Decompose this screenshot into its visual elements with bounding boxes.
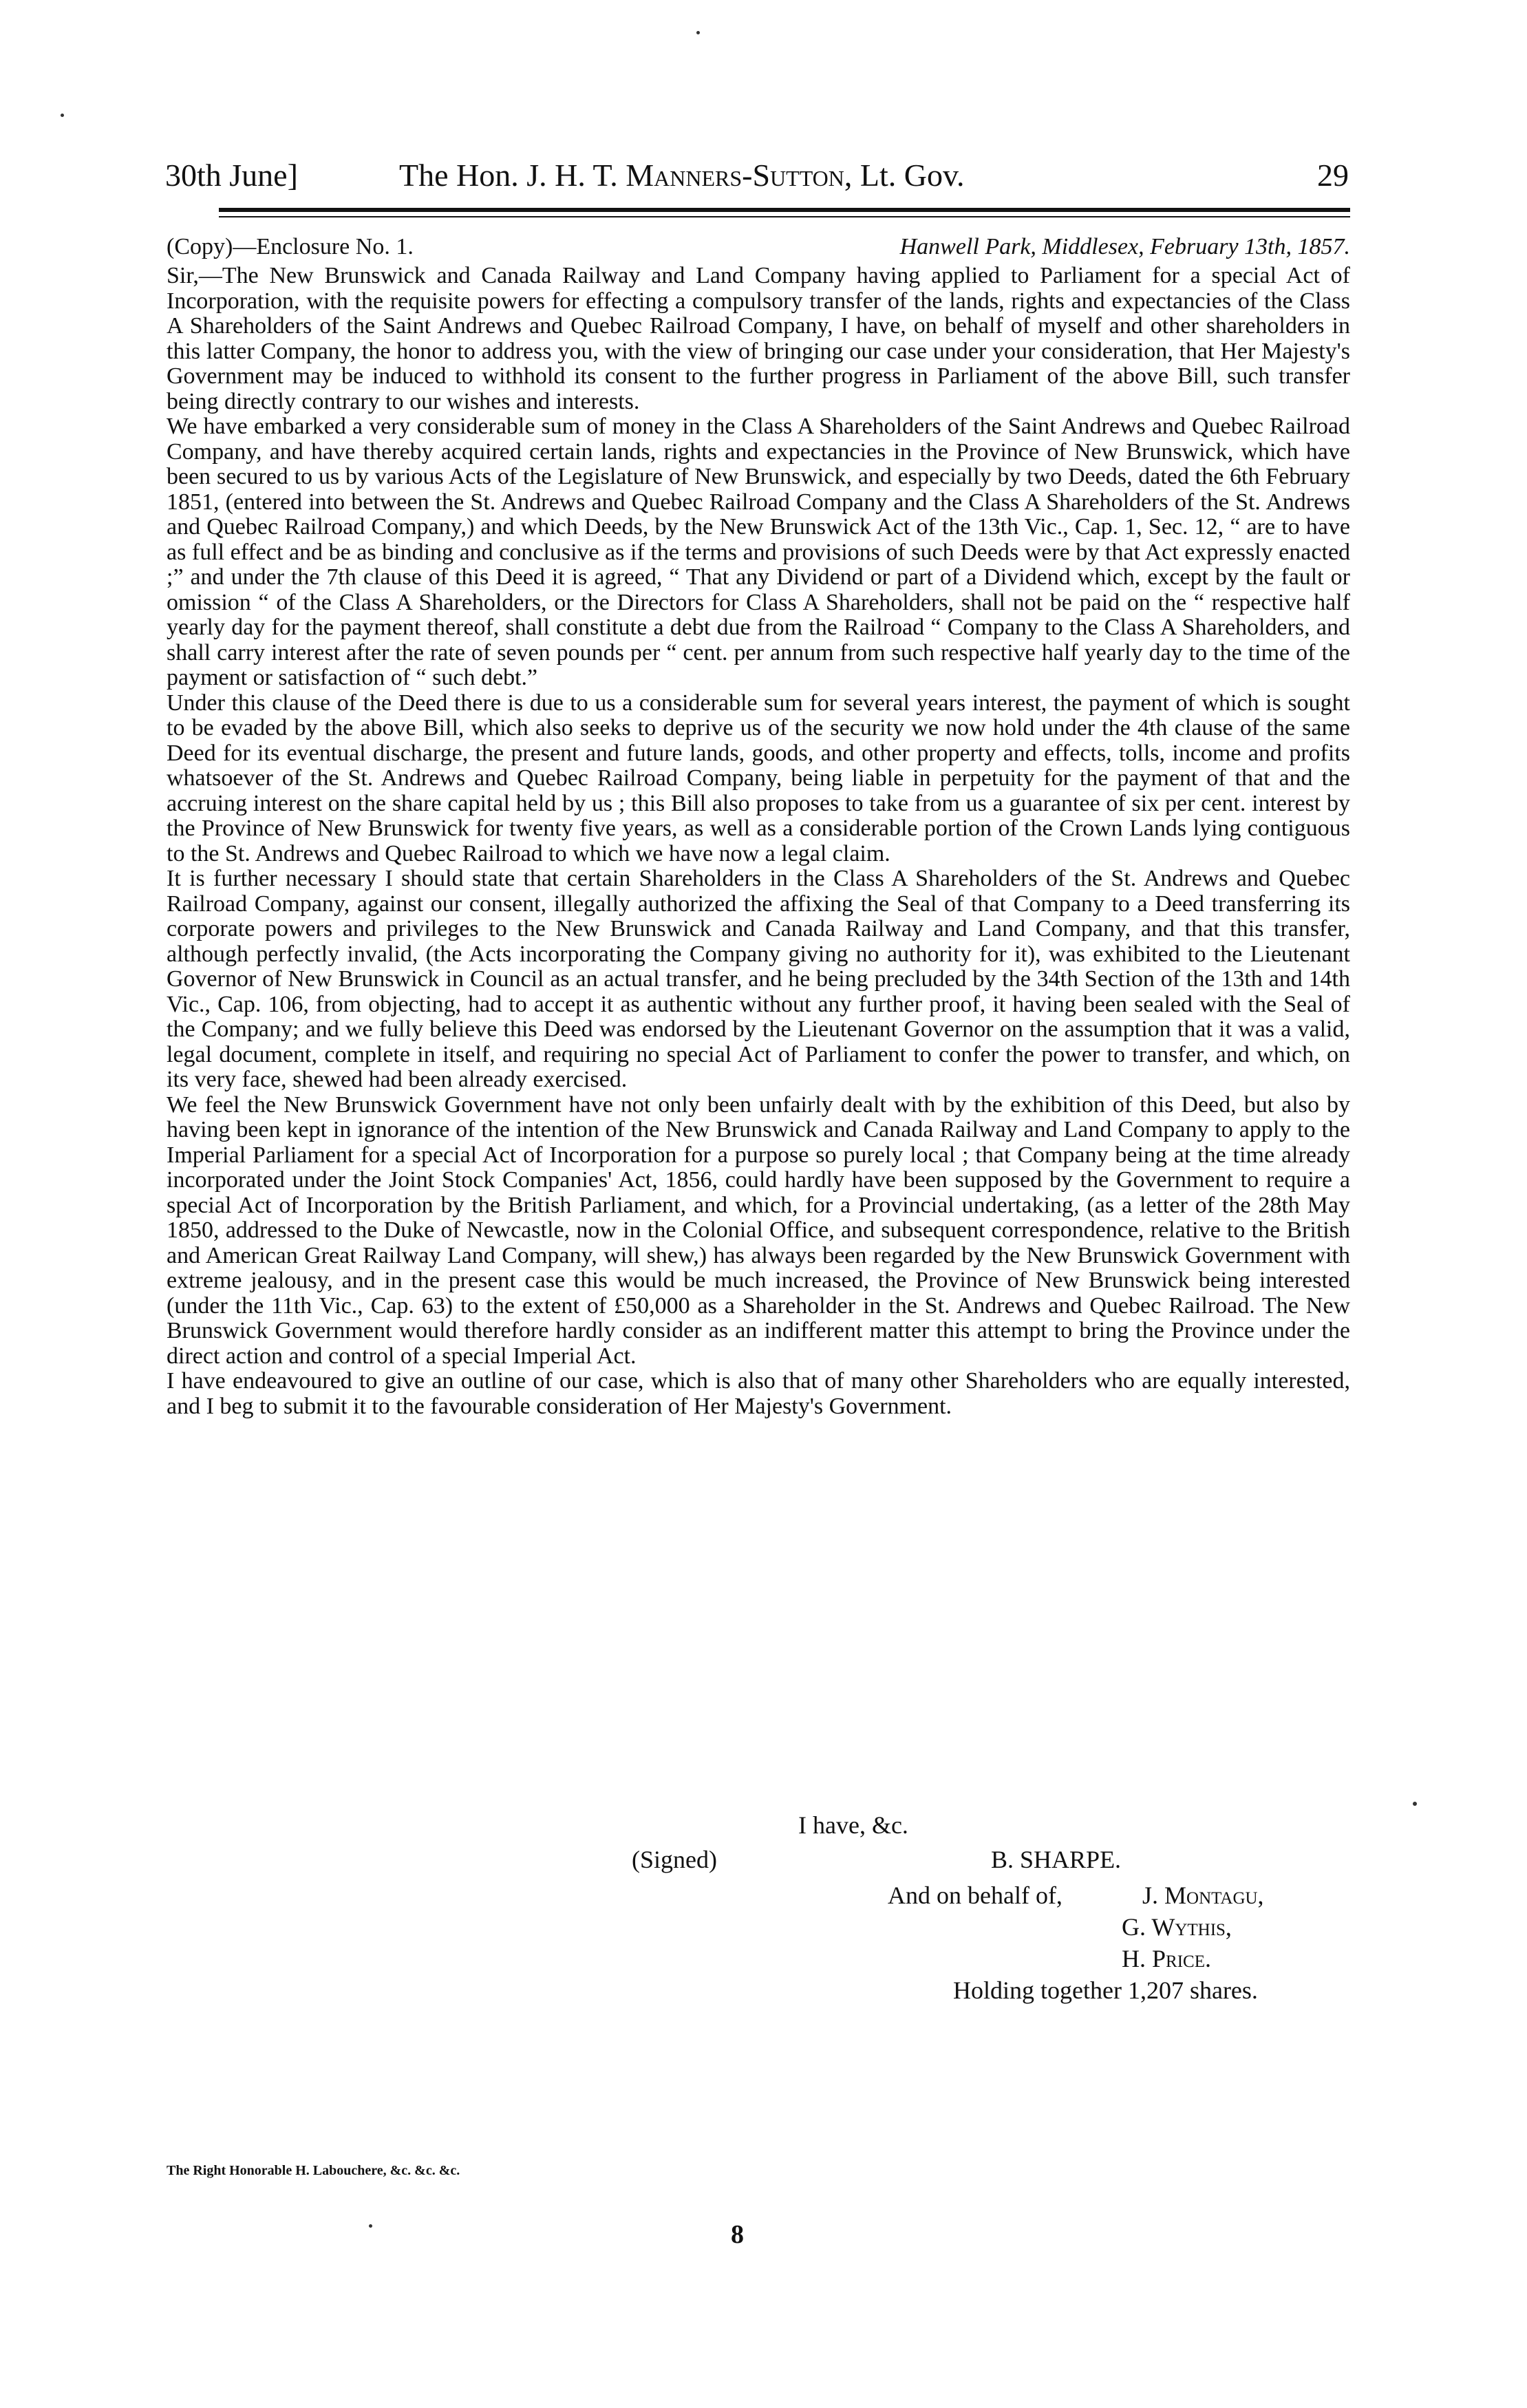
- paragraph-3: Under this clause of the Deed there is due to us a considerable sum for several years interest, the payment of which is sought to be evaded by the above Bill, which also seeks to deprive us of the security we now hold under the 4th clause of the same Deed for its eventual discharge, the present and future lands, goods, and other property and effects, tolls, income and profits whatsoever of the St. Andrews and Quebec Railroad Company, being liable in perpetuity for the payment of that and the accruing interest on the share capital held by us ; this Bill also proposes to take from us a guarantee of six per cent. interest by the Province of New Brunswick for twenty five years, as well as a considerable portion of the Crown Lands lying contiguous to the St. Andrews and Quebec Railroad to which we have now a legal claim.: [167, 690, 1350, 866]
- letter-body: [167, 264, 1350, 1419]
- paragraph-4: It is further necessary I should state that certain Shareholders in the Class A Shareholders of the St. Andrews and Quebec Railroad Company, against our consent, illegally authorized the affixing the Seal of that Company to a Deed transferring its corporate powers and privileges to the New Brunswick and Canada Railway and Land Company, and that this transfer, although perfectly invalid, (the Acts incorporating the Company giving no authority for it), was exhibited to the Lieutenant Governor of New Brunswick in Council as an actual transfer, and he being precluded by the 34th Section of the 13th and 14th Vic., Cap. 106, from objecting, had to accept it as authentic without any further proof, it having been sealed with the Seal of the Company; and we fully believe this Deed was endorsed by the Lieutenant Governor on the assumption that it was a valid, legal document, complete in itself, and requiring no special Act of Parliament to confer the power to transfer, and which, on its very face, shewed had been already exercised.: [167, 866, 1350, 1092]
- header-date: 30th June]: [165, 158, 298, 193]
- footer-page-number: 8: [731, 2220, 744, 2249]
- header-title-prefix: The Hon. J. H. T.: [399, 158, 626, 193]
- header-title: [399, 155, 965, 196]
- header-rule-thin: [219, 216, 1350, 217]
- closing-other-3: H. Price.: [1122, 1945, 1211, 1972]
- enclosure-label: (Copy)—Enclosure No. 1.: [167, 234, 414, 259]
- speck-mark: [61, 114, 64, 117]
- speck-mark: [1413, 1802, 1417, 1806]
- closing-signed: (Signed): [632, 1846, 717, 1873]
- closing-other-2: G. Wythis,: [1122, 1913, 1232, 1941]
- header-page-number: 29: [1317, 158, 1349, 193]
- paragraph-5: We feel the New Brunswick Government have not only been unfairly dealt with by the exhibition of this Deed, but also by having been kept in ignorance of the intention of the New Brunswick and Canada Railway and Land Company to apply to the Imperial Parliament for a special Act of Incorporation for a purpose so purely local ; that Company being at the time already incorporated under the Joint Stock Companies' Act, 1856, could hardly have been supposed by the Government to require a special Act of Incorporation by the British Parliament, and which, for a Provincial undertaking, (as a letter of the 28th May 1850, addressed to the Duke of Newcastle, now in the Colonial Office, and subsequent correspondence, relative to the British and American Great Railway Land Company, will shew,) has always been regarded by the New Brunswick Government with extreme jealousy, and in the present case this would be much increased, the Province of New Brunswick being interested (under the 11th Vic., Cap. 63) to the extent of £50,000 as a Shareholder in the St. Andrews and Quebec Railroad. The New Brunswick Government would therefore hardly consider as an indifferent matter this attempt to bring the Province under the direct action and control of a special Imperial Act.: [167, 1091, 1350, 1369]
- speck-mark: [369, 2224, 372, 2228]
- paragraph-2: We have embarked a very considerable sum of money in the Class A Shareholders of the Saint Andrews and Quebec Railroad Company, and have thereby acquired certain lands, rights and expectancies in the Province of New Brunswick, which have been secured to us by various Acts of the Legislature of New Brunswick, and especially by two Deeds, dated the 6th February 1851, (entered into between the St. Andrews and Quebec Railroad Company and the Class A Shareholders of the St. Andrews and Quebec Railroad Company,) and which Deeds, by the New Brunswick Act of the 13th Vic., Cap. 1, Sec. 12, “ are to have as full effect and be as binding and conclusive as if the terms and provisions of such Deeds were by that Act expressly enacted ;” and under the 7th clause of this Deed it is agreed, “ That any Dividend or part of a Dividend which, except by the fault or omission “ of the Class A Shareholders, or the Directors for Class A Shareholders, shall not be paid on the “ respective half yearly day for the payment thereof, shall constitute a debt due from the Railroad “ Company to the Class A Shareholders, and shall carry interest after the rate of seven pounds per “ cent. per annum from such respective half yearly day to the time of the payment or satisfaction of “ such debt.”: [167, 414, 1350, 690]
- closing-other-1: J. Montagu,: [1142, 1882, 1264, 1909]
- speck-mark: [696, 31, 700, 34]
- closing-i-have: I have, &c.: [798, 1811, 908, 1839]
- header-rule-thick: [219, 208, 1350, 212]
- header-title-suffix: , Lt. Gov.: [844, 158, 965, 193]
- addressee-line: The Right Honorable H. Labouchere, &c. &c. &c.: [167, 2163, 460, 2178]
- header-title-name: Manners-Sutton: [626, 158, 844, 193]
- running-header: [165, 155, 1349, 196]
- enclosure-place-date: Hanwell Park, Middlesex, February 13th, 1857.: [899, 234, 1350, 259]
- paragraph-6: I have endeavoured to give an outline of our case, which is also that of many other Shareholders who are equally interested, and I beg to submit it to the favourable consideration of Her Majesty's Government.: [167, 1368, 1350, 1419]
- closing-holding: Holding together 1,207 shares.: [953, 1977, 1258, 2004]
- paragraph-salutation: Sir,—The New Brunswick and Canada Railway and Land Company having applied to Parliament for a special Act of Incorporation, with the requisite powers for effecting a compulsory transfer of the lands, rights and expectancies of the Class A Shareholders of the Saint Andrews and Quebec Railroad Company, I have, on behalf of myself and other shareholders in this latter Company, the honor to address you, with the view of bringing our case under your consideration, that Her Majesty's Government may be induced to withhold its consent to the further progress in Parliament of the above Bill, such transfer being directly contrary to our wishes and interests.: [167, 263, 1350, 414]
- enclosure-line: [167, 231, 1350, 264]
- closing-on-behalf: And on behalf of,: [888, 1882, 1063, 1909]
- closing-signer: B. SHARPE.: [991, 1846, 1122, 1873]
